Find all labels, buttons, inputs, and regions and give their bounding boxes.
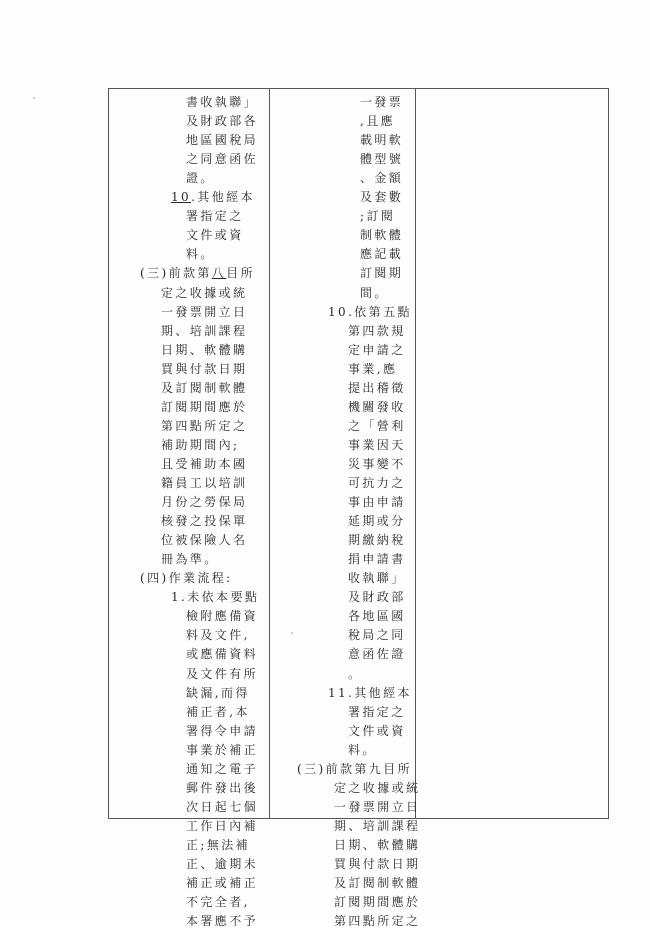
text-line (161, 284, 247, 303)
text-segment: 籍員工以培訓 (161, 476, 248, 490)
text-segment: 日期、軟體購 (334, 837, 421, 852)
text-line (186, 817, 258, 836)
text-line (161, 360, 247, 379)
text-segment: .其他經本 (191, 190, 255, 205)
text-line (161, 417, 247, 436)
text-segment: 。 (348, 666, 363, 681)
text-line (348, 741, 377, 760)
text-line (348, 455, 406, 474)
text-segment: 地區國稅局 (186, 133, 259, 148)
text-segment: 一發票開立日 (161, 304, 248, 319)
text-line (348, 398, 406, 417)
text-segment: 事由申請 (348, 495, 406, 510)
text-segment: 冊為準。 (161, 552, 219, 567)
underlined-text: 10 (171, 190, 192, 205)
text-segment: 延期或分 (348, 514, 406, 529)
text-line (186, 93, 258, 112)
text-segment: 11.其他經本 (328, 685, 412, 700)
text-line (186, 741, 258, 760)
text-line (186, 874, 258, 893)
text-segment: 及訂閱制軟體 (334, 876, 421, 891)
text-segment: 補正或補正 (186, 876, 259, 891)
text-line (348, 531, 406, 550)
text-line (161, 474, 247, 493)
text-line (186, 626, 250, 645)
text-segment: 日期、軟體購 (161, 342, 248, 357)
text-line (186, 245, 215, 264)
text-segment: 缺漏,而得 (186, 685, 250, 700)
text-segment: 目所 (226, 266, 255, 281)
text-segment: 及訂閱制軟體 (161, 380, 248, 395)
text-line (348, 379, 406, 398)
text-segment: 提出稽徵 (348, 380, 406, 395)
text-segment: 第四點所定之 (161, 418, 248, 433)
text-line (186, 779, 258, 798)
text-segment: 訂閱期間應於 (334, 895, 421, 910)
text-line (161, 303, 247, 322)
text-segment: 定申請之 (348, 342, 406, 357)
text-line (334, 855, 420, 874)
text-line (161, 436, 239, 455)
text-line (360, 226, 403, 245)
text-segment: 及財政部各 (186, 114, 259, 129)
text-segment: (四)作業流程: (140, 571, 233, 586)
text-line (348, 417, 406, 436)
text-line (186, 798, 258, 817)
text-line (328, 303, 412, 322)
text-segment: 文件或資 (186, 228, 244, 243)
text-segment: (三)前款第 (140, 266, 212, 281)
text-segment: 各地區國 (348, 609, 406, 624)
text-segment: 體型號 (360, 152, 404, 167)
column-divider (415, 89, 416, 818)
text-segment: 位被保險人名 (161, 533, 248, 548)
text-line (186, 912, 258, 931)
text-segment: 郵件發出後 (186, 780, 259, 795)
text-line (360, 131, 403, 150)
text-line (360, 245, 403, 264)
text-line (348, 665, 362, 684)
text-segment: 事業,應 (348, 361, 398, 376)
text-line (334, 874, 420, 893)
text-segment: 事業因天 (348, 437, 406, 452)
text-line (360, 284, 389, 303)
text-segment: 正;無法補 (186, 837, 251, 852)
text-segment: 10.依第五點 (328, 304, 412, 319)
text-line (186, 150, 258, 169)
text-segment: ;訂閱 (360, 209, 396, 224)
text-segment: 第四款規 (348, 323, 406, 338)
text-line (171, 588, 259, 607)
text-segment: 機關發收 (348, 399, 406, 414)
text-segment: 證。 (186, 171, 215, 186)
text-segment: 補正者,本 (186, 704, 250, 719)
text-line (334, 912, 420, 931)
text-line (348, 722, 406, 741)
text-line (297, 760, 412, 779)
text-line (360, 150, 403, 169)
text-line (186, 131, 258, 150)
text-line (348, 550, 406, 569)
text-line (186, 684, 250, 703)
scan-speck (33, 97, 35, 99)
text-line (334, 893, 420, 912)
text-segment: 且受補助本國 (161, 456, 248, 471)
text-segment: 或應備資料 (186, 647, 259, 662)
text-segment: 一發票開立日 (334, 799, 421, 814)
text-segment: 補助期間內; (161, 437, 240, 452)
text-line (348, 322, 406, 341)
text-line (360, 169, 403, 188)
text-line (348, 626, 406, 645)
text-line (360, 264, 403, 283)
text-segment: ,且應 (360, 114, 396, 129)
text-segment: 及財政部 (348, 590, 406, 605)
text-segment: 意函佐證 (348, 647, 406, 662)
text-segment: 、金額 (360, 171, 404, 186)
text-line (171, 188, 255, 207)
text-line (161, 493, 247, 512)
text-segment: 正、逾期未 (186, 857, 259, 871)
text-segment: 事業於補正 (186, 742, 259, 757)
text-segment: 訂閱期間應於 (161, 399, 248, 414)
text-segment: 第四點所定之 (334, 914, 421, 929)
text-line (186, 207, 244, 226)
text-line (348, 474, 406, 493)
text-segment: 收執聯」 (348, 571, 406, 586)
text-segment: 定之收據或統 (161, 285, 248, 300)
text-line (348, 436, 406, 455)
text-segment: 買與付款日期 (334, 857, 421, 871)
text-line (348, 341, 406, 360)
text-segment: 核發之投保單 (161, 514, 248, 529)
text-segment: 間。 (360, 285, 389, 300)
text-line (186, 855, 258, 874)
text-segment: 之「營利 (348, 418, 406, 433)
text-segment: 料。 (186, 247, 215, 262)
text-segment: 檢附應備資 (186, 609, 259, 624)
text-segment: 不完全者, (186, 895, 250, 910)
text-segment: 署指定之 (348, 704, 406, 719)
column-divider (269, 89, 270, 818)
text-line (186, 226, 244, 245)
underlined-text: 八 (211, 266, 227, 281)
text-line (186, 703, 250, 722)
text-line (161, 512, 247, 531)
text-segment: 1.未依本要點 (171, 590, 260, 605)
text-line (186, 607, 258, 626)
text-line (186, 836, 250, 855)
text-line (186, 722, 258, 741)
text-segment: 災事變不 (348, 456, 406, 471)
text-line (186, 112, 258, 131)
text-segment: 工作日內補 (186, 818, 259, 833)
text-line (348, 645, 406, 664)
text-line (161, 322, 247, 341)
text-line (161, 398, 247, 417)
text-segment: 月份之勞保局 (161, 495, 248, 510)
text-line (348, 493, 406, 512)
text-segment: 一發票 (360, 95, 404, 109)
text-segment: 載明軟 (360, 133, 404, 148)
text-segment: 書收執聯」 (186, 95, 259, 109)
text-line (334, 798, 420, 817)
text-segment: 可抗力之 (348, 476, 406, 490)
text-segment: 訂閱期 (360, 266, 404, 281)
text-segment: (三)前款第九目所 (297, 761, 412, 776)
text-segment: 及文件有所 (186, 666, 259, 681)
text-line (186, 645, 258, 664)
text-line (186, 760, 258, 779)
text-segment: 應記載 (360, 247, 404, 262)
text-segment: 署得令申請 (186, 723, 259, 738)
text-segment: 買與付款日期 (161, 361, 248, 376)
text-line (360, 188, 403, 207)
text-line (161, 455, 247, 474)
text-line (348, 588, 406, 607)
text-line (348, 569, 406, 588)
text-segment: 及套數 (360, 190, 404, 205)
text-segment: 次日起七個 (186, 799, 259, 814)
text-segment: 期、培訓課程 (334, 818, 421, 833)
text-line (161, 550, 219, 569)
text-line (334, 817, 420, 836)
text-segment: 署指定之 (186, 209, 244, 224)
text-segment: 期、培訓課程 (161, 323, 248, 338)
text-segment: 料。 (348, 742, 377, 757)
text-segment: 之同意函佐 (186, 152, 259, 167)
text-line (328, 684, 412, 703)
text-line (161, 531, 247, 550)
text-segment: 捐申請書 (348, 552, 406, 567)
text-segment: 料及文件, (186, 628, 250, 643)
text-segment: 期繳納稅 (348, 533, 406, 548)
text-line (140, 569, 233, 588)
text-line (186, 665, 258, 684)
text-line (360, 93, 403, 112)
text-line (360, 207, 395, 226)
text-line (348, 607, 406, 626)
text-line (161, 379, 247, 398)
text-segment: 稅局之同 (348, 628, 406, 643)
text-line (334, 836, 420, 855)
text-segment: 本署應不予 (186, 914, 259, 929)
text-line (348, 512, 406, 531)
text-line (348, 360, 397, 379)
text-segment: 文件或資 (348, 723, 406, 738)
text-line (140, 264, 255, 283)
text-line (186, 893, 250, 912)
text-line (360, 112, 395, 131)
text-segment: 制軟體 (360, 228, 404, 243)
text-line (161, 341, 247, 360)
text-line (348, 703, 406, 722)
text-line (186, 169, 215, 188)
text-line (334, 779, 420, 798)
text-segment: 通知之電子 (186, 761, 259, 776)
text-segment: 定之收據或統 (334, 780, 421, 795)
